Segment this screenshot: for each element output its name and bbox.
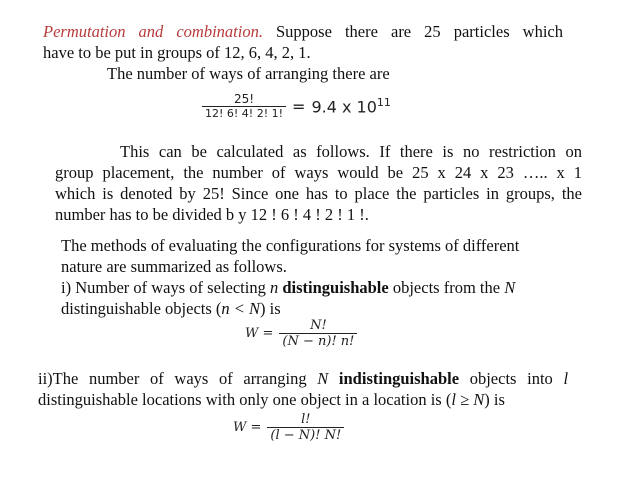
- item-1-bold-term: distinguishable: [282, 278, 389, 297]
- explanation-line-2: group placement, the number of ways would be 25 x 24 x 23 ….. x 1: [55, 163, 582, 182]
- section-title: Permutation and combination.: [43, 22, 263, 41]
- equation-3-lhs: W =: [233, 420, 262, 435]
- equation-2-lhs: W =: [245, 326, 274, 341]
- explanation-line-3: which is denoted by 25! Since one has to place the particles in groups, the: [55, 184, 582, 203]
- equation-2-fraction: [279, 318, 357, 349]
- item-2-text-c: distinguishable locations with only one object in a location is (: [38, 390, 452, 409]
- fraction-numerator: 25!: [233, 92, 255, 106]
- intro-line-2: have to be put in groups of 12, 6, 4, 2, 1.: [43, 43, 311, 62]
- methods-line-1: The methods of evaluating the configurations for systems of different: [61, 236, 520, 255]
- equals-sign: =: [292, 96, 306, 116]
- item-1-text-a: i) Number of ways of selecting: [61, 278, 266, 297]
- result-mantissa: 9.4 x 10: [311, 97, 377, 117]
- equation-2-numerator: N!: [310, 318, 327, 333]
- equation-3-fraction: [267, 412, 344, 443]
- item-2-text-d: ) is: [484, 390, 505, 409]
- equation-3-numerator: l!: [301, 412, 311, 427]
- result-exponent: 11: [376, 95, 391, 109]
- item-1-text-d: ) is: [260, 299, 281, 318]
- equation-distinguishable: [245, 318, 357, 349]
- item-1-line-2: [61, 299, 281, 319]
- item-1-var-n: n: [269, 278, 279, 297]
- item-2-line-2: [38, 390, 505, 410]
- item-1-var-N: N: [504, 278, 516, 297]
- item-2-text-a: ii)The number of ways of arranging: [38, 369, 307, 388]
- intro-line-1-text: Suppose there are 25 particles which: [276, 22, 563, 41]
- item-2-text-b: objects into: [469, 369, 553, 388]
- intro-line-1: [43, 22, 563, 42]
- fraction-denominator: 12! 6! 4! 2! 1!: [205, 107, 284, 120]
- result-value: [311, 96, 390, 116]
- item-2-condition: l ≥ N: [451, 390, 485, 409]
- equation-total-arrangements: [202, 92, 391, 120]
- explanation-line-4: number has to be divided b y 12 ! 6 ! 4 ! 2 ! 1 !.: [55, 205, 369, 224]
- item-1-text-b: objects from the: [392, 278, 501, 297]
- item-2-line-1: [38, 369, 568, 389]
- methods-line-2: nature are summarized as follows.: [61, 257, 287, 276]
- item-1-line-1: [61, 278, 515, 298]
- intro-line-3: The number of ways of arranging there are: [107, 64, 390, 83]
- item-2-var-l: l: [563, 369, 569, 388]
- explanation-line-1: This can be calculated as follows. If there is no restriction on: [120, 142, 582, 161]
- equation-2-denominator: (N − n)! n!: [282, 334, 355, 349]
- item-2-var-N: N: [317, 369, 329, 388]
- equation-indistinguishable: [233, 412, 344, 443]
- item-1-condition: n < N: [221, 299, 261, 318]
- equation-3-denominator: (l − N)! N!: [270, 428, 342, 443]
- item-1-text-c: distinguishable objects (: [61, 299, 222, 318]
- item-2-bold-term: indistinguishable: [338, 369, 460, 388]
- fraction-25-factorial: [202, 92, 286, 120]
